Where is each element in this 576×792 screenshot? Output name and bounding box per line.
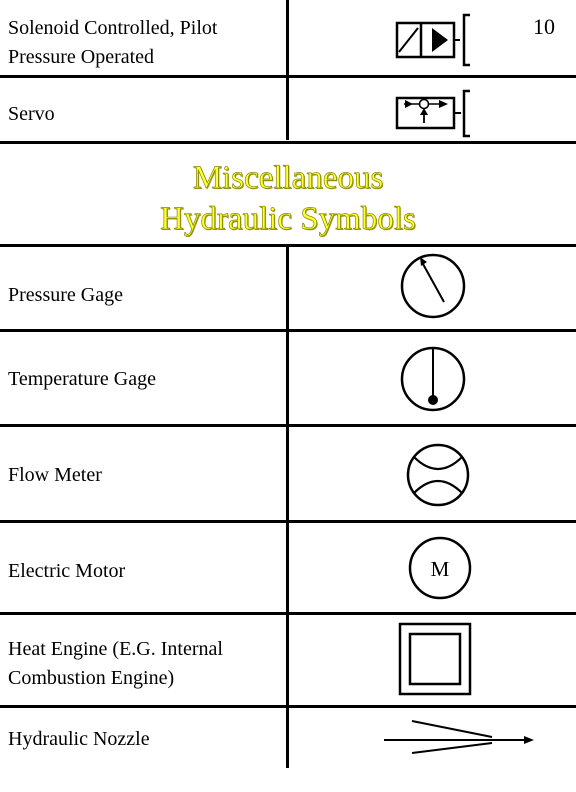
row-divider [0, 75, 576, 78]
hydraulic-nozzle-icon [380, 716, 540, 756]
column-divider-bottom [286, 245, 289, 768]
electric-motor-icon [408, 536, 472, 600]
page-number: 10 [533, 14, 555, 39]
section-title-line-1: Miscellaneous [192, 160, 384, 196]
row-divider [0, 329, 576, 332]
row-label-temperature-gage: Temperature Gage [8, 368, 156, 390]
row-label-line: Combustion Engine) [8, 667, 175, 689]
row-divider [0, 244, 576, 247]
column-divider-top [286, 0, 289, 140]
pressure-gage-icon [400, 252, 466, 320]
solenoid-pilot-icon [390, 12, 480, 68]
section-title-line-2: Hydraulic Symbols [160, 201, 416, 237]
row-label-line: Solenoid Controlled, Pilot [8, 17, 218, 39]
row-label-pressure-gage: Pressure Gage [8, 284, 123, 306]
row-divider [0, 612, 576, 615]
temperature-gage-icon [400, 345, 466, 413]
row-label-line: Pressure Operated [8, 46, 155, 68]
flow-meter-icon [406, 443, 470, 507]
row-label-line: Heat Engine (E.G. Internal [8, 638, 223, 660]
motor-letter: M [430, 557, 450, 581]
servo-icon [390, 88, 480, 138]
row-label-heat-engine [8, 635, 223, 693]
row-divider [0, 705, 576, 708]
row-divider [0, 141, 576, 144]
row-divider [0, 520, 576, 523]
row-label-hydraulic-nozzle: Hydraulic Nozzle [8, 728, 150, 750]
row-label-electric-motor: Electric Motor [8, 560, 126, 582]
heat-engine-icon [398, 622, 472, 696]
row-label-solenoid-pilot [8, 14, 217, 72]
row-divider [0, 424, 576, 427]
row-label-flow-meter: Flow Meter [8, 464, 102, 486]
row-label-servo: Servo [8, 103, 55, 125]
